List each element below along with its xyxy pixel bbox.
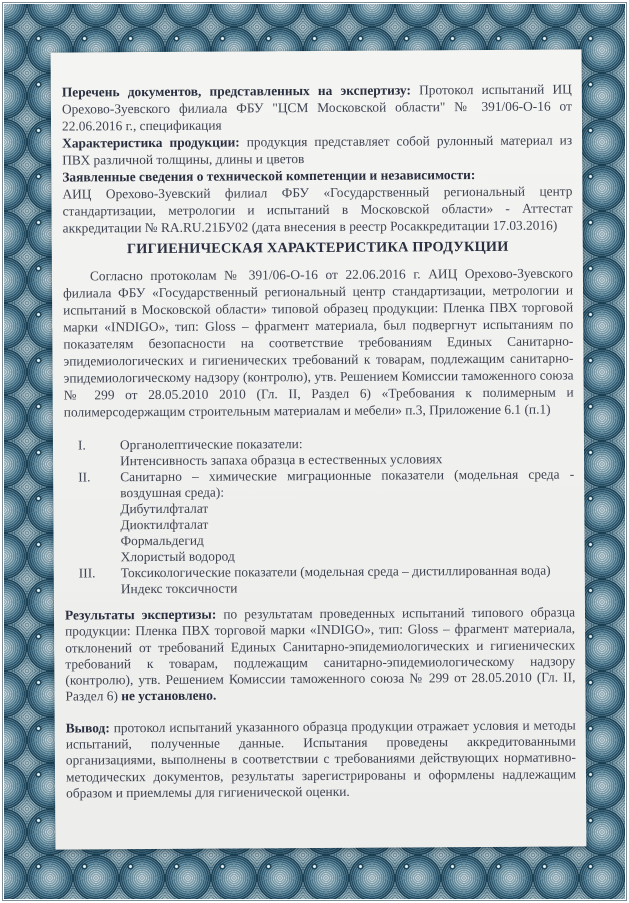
list-item <box>78 434 574 469</box>
list-item <box>78 466 575 565</box>
list-item-body <box>121 562 575 597</box>
section-text: Протокол испытаний ИЦ Орехово-Зуевского филиала ФБУ "ЦСМ Московской области" № 391/06-О-16 от 22.06.2016 г., спецификация <box>61 81 572 134</box>
list-item-body <box>120 434 574 469</box>
section-product-characteristic <box>62 131 572 168</box>
results-emphasis: не установлено. <box>121 688 217 704</box>
list-item-numeral: II. <box>78 469 91 485</box>
section-text: по результатам проведенных испытаний типового образца продукции: Пленка ПВХ торговой марки «INDIGO», тип: Gloss – фрагмент материала, отклонений от требований Единых Санитарно-эпидемиологических и гигиенических требований к товарам, подлежащим санитарно-эпидемиологическому надзору (контролю), утв. Решением Комиссии таможенного союза № 299 от 28.05.2010 (Гл. II, Раздел 6) <box>65 604 576 705</box>
list-item-line: Токсикологические показатели (модельная среда – дистиллированная вода) <box>120 562 551 581</box>
section-label: Результаты экспертизы: <box>64 606 217 623</box>
list-item-line: Формальдегид <box>120 532 204 549</box>
section-conclusion <box>66 717 576 802</box>
section-label: Характеристика продукции: <box>62 134 240 151</box>
list-item-line: Индекс токсичности <box>120 580 238 597</box>
list-item-numeral: III. <box>78 565 96 581</box>
section-text: АИЦ Орехово-Зуевский филиал ФБУ «Государственный региональный центр стандартизации, метрологии и испытаний в Московской области» - Аттестат аккредитации № RA.RU.21БУ02 (дата внесения в реестр Росаккредитации 17.03.2016) <box>62 183 573 236</box>
list-item-line: Хлористый водород <box>120 548 235 565</box>
section-label: Заявленные сведения о технической компетенции и независимости: <box>62 167 476 185</box>
section-text: продукция представляет собой рулонный материал из ПВХ различной толщины, длины и цветов <box>62 132 573 168</box>
section-label: Вывод: <box>65 720 110 736</box>
intro-paragraph: Согласно протоколам № 391/06-О-16 от 22.06.2016 г. АИЦ Орехово-Зуевского филиала ФБУ «Государственный региональный центр стандартизации, метрологии и испытаний в Московской области» типовой образец продукции: Пленка ПВХ торговой марки «INDIGO», тип: Gloss – фрагмент материала, был подвергнут испытаниям по показателям безопасности на соответствие требованиям Единых Санитарно-эпидемиологических и гигиенических требований к товарам, подлежащим санитарно-эпидемиологическому надзору (контролю), утв. Решением Комиссии таможенного союза № 299 от 28.05.2010 2010 (Гл. II, Раздел 6) «Требования к полимерным и полимерсодержащим строительным материалам и мебели» п.3, Приложение 6.1 (п.1) <box>62 265 574 420</box>
document-page <box>51 49 587 849</box>
list-item-numeral: I. <box>77 437 86 453</box>
page-title: ГИГИЕНИЧЕСКАЯ ХАРАКТЕРИСТИКА ПРОДУКЦИИ <box>126 238 509 258</box>
section-competence <box>62 165 572 236</box>
list-item-body <box>120 466 575 565</box>
list-item-line: Дибутилфталат <box>120 500 209 517</box>
section-results <box>65 604 576 705</box>
list-item-line: Интенсивность запаха образца в естественных условиях <box>120 451 443 469</box>
section-text: протокол испытаний указанного образца продукции отражает условия и методы испытаний, полученные данные. Испытания проведены аккредитованными организациями, выполнены в соответствии с требованиями действующих нормативно-методических документов, результаты зарегистрированы и оформлены надлежащим образом и приемлемы для гигиенической оценки. <box>65 717 577 801</box>
list-item-line: Санитарно – химические миграционные показатели (модельная среда - воздушная среда): <box>120 466 575 501</box>
section-documents-list <box>62 80 572 134</box>
indicators-list <box>78 434 575 597</box>
list-item <box>79 562 575 597</box>
list-item-line: Органолептические показатели: <box>119 436 303 453</box>
section-label: Перечень документов, представленных на экспертизу: <box>61 82 411 100</box>
list-item-line: Диоктилфталат <box>120 516 209 533</box>
